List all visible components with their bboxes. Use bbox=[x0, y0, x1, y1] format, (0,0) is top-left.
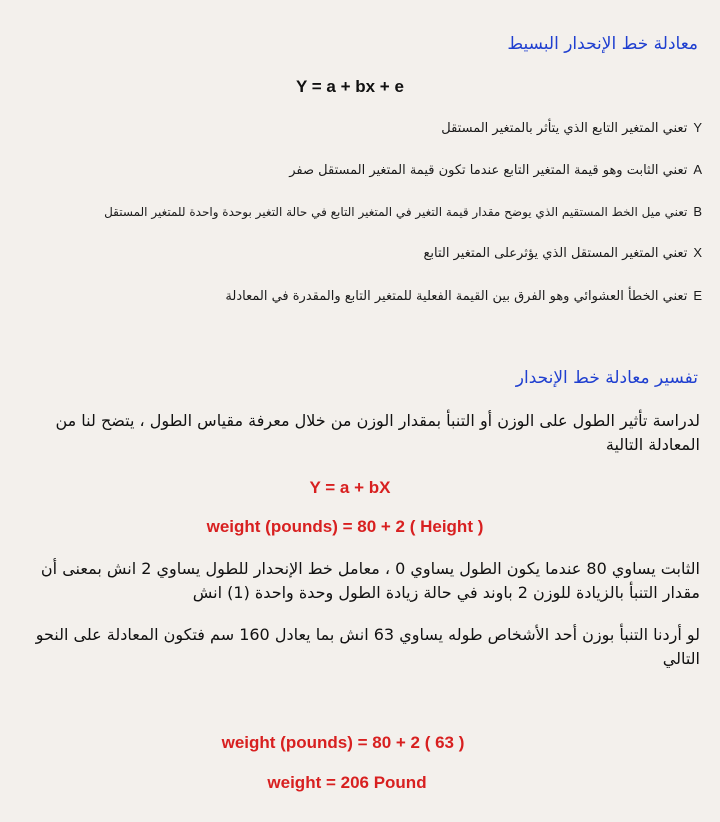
definition-letter: B bbox=[693, 204, 702, 219]
simple-equation: Y = a + bX bbox=[309, 478, 391, 497]
example-equation: weight (pounds) = 80 + 2 ( 63 ) bbox=[221, 733, 465, 752]
definition-e bbox=[225, 288, 702, 304]
definition-a bbox=[289, 162, 702, 178]
definition-letter: Y bbox=[693, 120, 702, 135]
definition-b bbox=[104, 204, 702, 220]
definition-letter: X bbox=[693, 245, 702, 260]
definition-letter: E bbox=[693, 288, 702, 303]
explanation-paragraph: الثابت يساوي 80 عندما يكون الطول يساوي 0 ، معامل خط الإنحدار للطول يساوي 2 انش بمعنى أن مقدار التنبأ بالزيادة للوزن 2 باوند في حالة زيادة الطول وحدة واحدة (1) انش bbox=[40, 559, 700, 602]
intro-paragraph: لدراسة تأثير الطول على الوزن أو التنبأ بمقدار الوزن من خلال معرفة مقياس الطول ، يتضح لنا من المعادلة التالية bbox=[55, 411, 700, 454]
definition-x bbox=[424, 245, 703, 261]
definition-text: تعني المتغير التابع الذي يتأثر بالمتغير المستقل bbox=[441, 121, 688, 136]
definition-y bbox=[441, 120, 702, 136]
section1-title: معادلة خط الإنحدار البسيط bbox=[507, 34, 698, 54]
regression-equation: Y = a + bx + e bbox=[296, 77, 404, 96]
weight-height-equation: weight (pounds) = 80 + 2 ( Height ) bbox=[206, 517, 484, 536]
example-paragraph: لو أردنا التنبأ بوزن أحد الأشخاص طوله يساوي 63 انش بما يعادل 160 سم فتكون المعادلة على النحو التالي bbox=[35, 625, 700, 668]
definition-letter: A bbox=[693, 162, 702, 177]
definition-text: تعني الثابت وهو قيمة المتغير التابع عندما تكون قيمة المتغير المستقل صفر bbox=[289, 163, 688, 178]
definition-text: تعني المتغير المستقل الذي يؤثرعلى المتغير التابع bbox=[423, 246, 688, 261]
definition-text: تعني الخطأ العشوائي وهو الفرق بين القيمة الفعلية للمتغير التابع والمقدرة في المعادلة bbox=[225, 289, 688, 304]
section2-title: تفسير معادلة خط الإنحدار bbox=[515, 368, 698, 388]
definition-text: تعني ميل الخط المستقيم الذي يوضح مقدار قيمة التغير في المتغير التابع في حالة التغير بوحدة واحدة للمتغير المستقل bbox=[104, 205, 688, 219]
result-equation: weight = 206 Pound bbox=[267, 773, 427, 792]
